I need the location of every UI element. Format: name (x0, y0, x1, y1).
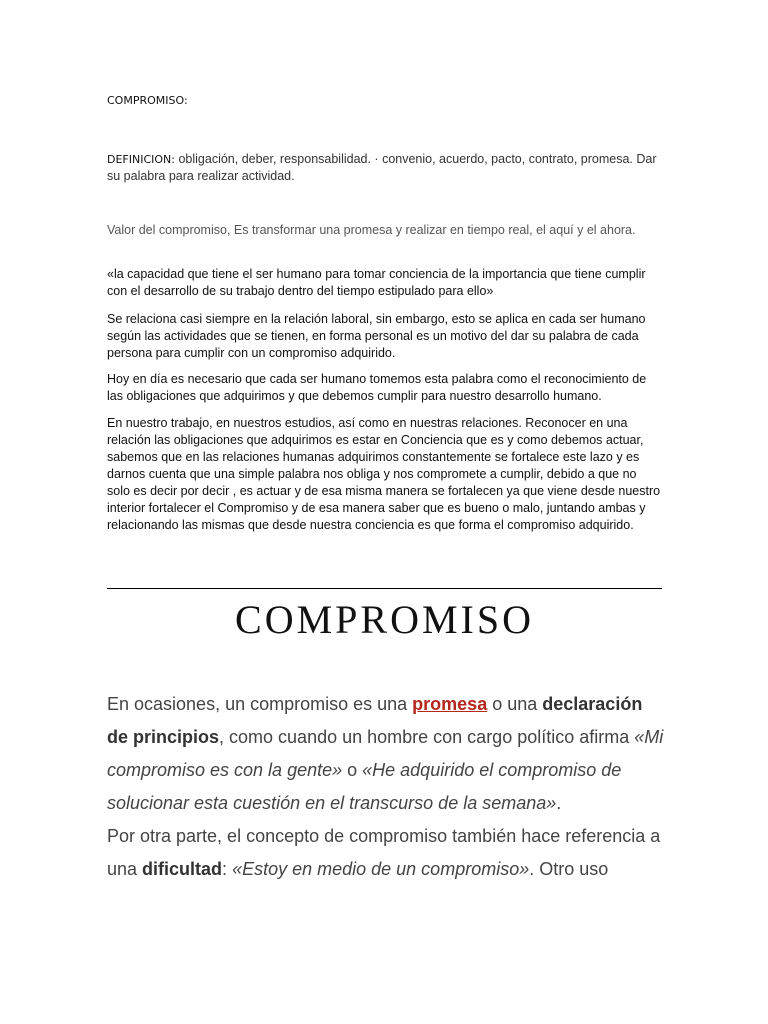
article-text: En ocasiones, un compromiso es una (107, 694, 413, 714)
article-text: . Otro uso (529, 859, 609, 879)
article-quote: «Mi compromiso es con la gente» (107, 727, 664, 780)
article-title: COMPROMISO (235, 597, 534, 642)
article-bold-term: dificultad (142, 859, 223, 879)
promesa-link[interactable]: promesa (412, 694, 488, 714)
article-text: o (342, 760, 363, 780)
article-quote: «He adquirido el compromiso de solucionar esta cuestión en el transcurso de la semana» (107, 760, 622, 813)
article-quote: «Estoy en medio de un compromiso» (232, 859, 530, 879)
article-text: Por otra parte, el concepto de compromiso también hace referencia a una (107, 826, 661, 879)
article-text: : (222, 859, 233, 879)
article-text: o una (487, 694, 543, 714)
doc-heading: COMPROMISO: (107, 94, 188, 107)
paragraph-hoy: Hoy en día es necesario que cada ser humano tomemos esta palabra como el reconocimiento de las obligaciones que adquirimos y que debemos cumplir para nuestro desarrollo humano. (107, 372, 647, 403)
paragraph-relacion: Se relaciona casi siempre en la relación laboral, sin embargo, esto se aplica en cada ser humano según las actividades que se tienen, en forma personal es un motivo del dar su palabra de cada persona para cumplir con un compromiso adquirido. (107, 312, 646, 360)
article-text: , como cuando un hombre con cargo político afirma (219, 727, 635, 747)
definition-paragraph (107, 151, 662, 185)
definition-label: DEFINICION: (107, 153, 175, 166)
paragraph-trabajo: En nuestro trabajo, en nuestros estudios, así como en nuestras relaciones. Reconocer en una relación las obligaciones que adquirimos es estar en Conciencia que es y como debemos actuar, sabemos que en las relaciones humanas adquirimos constantemente se fortalece este lazo y es darnos cuenta que una simple palabra nos obliga y nos compromete a cumplir, debido a que no solo es decir por decir , es actuar y de esa misma manera se fortalecen ya que viene desde nuestro interior fortalecer el Compromiso y de esa manera saber que es bueno o malo, juntando ambas y relacionando las mismas que desde nuestra conciencia es que forma el compromiso adquirido. (107, 416, 661, 532)
paragraph-quote: «la capacidad que tiene el ser humano para tomar conciencia de la importancia que tiene cumplir con el desarrollo de su trabajo dentro del tiempo estipulado para ello» (107, 267, 646, 298)
paragraph-valor: Valor del compromiso, Es transformar una promesa y realizar en tiempo real, el aquí y el ahora. (107, 223, 636, 237)
article-text: . (556, 793, 562, 813)
definition-text: obligación, deber, responsabilidad. · convenio, acuerdo, pacto, contrato, promesa. Dar su palabra para realizar actividad. (107, 152, 657, 183)
horizontal-divider (107, 588, 662, 589)
article-body (107, 688, 667, 886)
article-bold-term: declaración de principios (107, 694, 643, 747)
